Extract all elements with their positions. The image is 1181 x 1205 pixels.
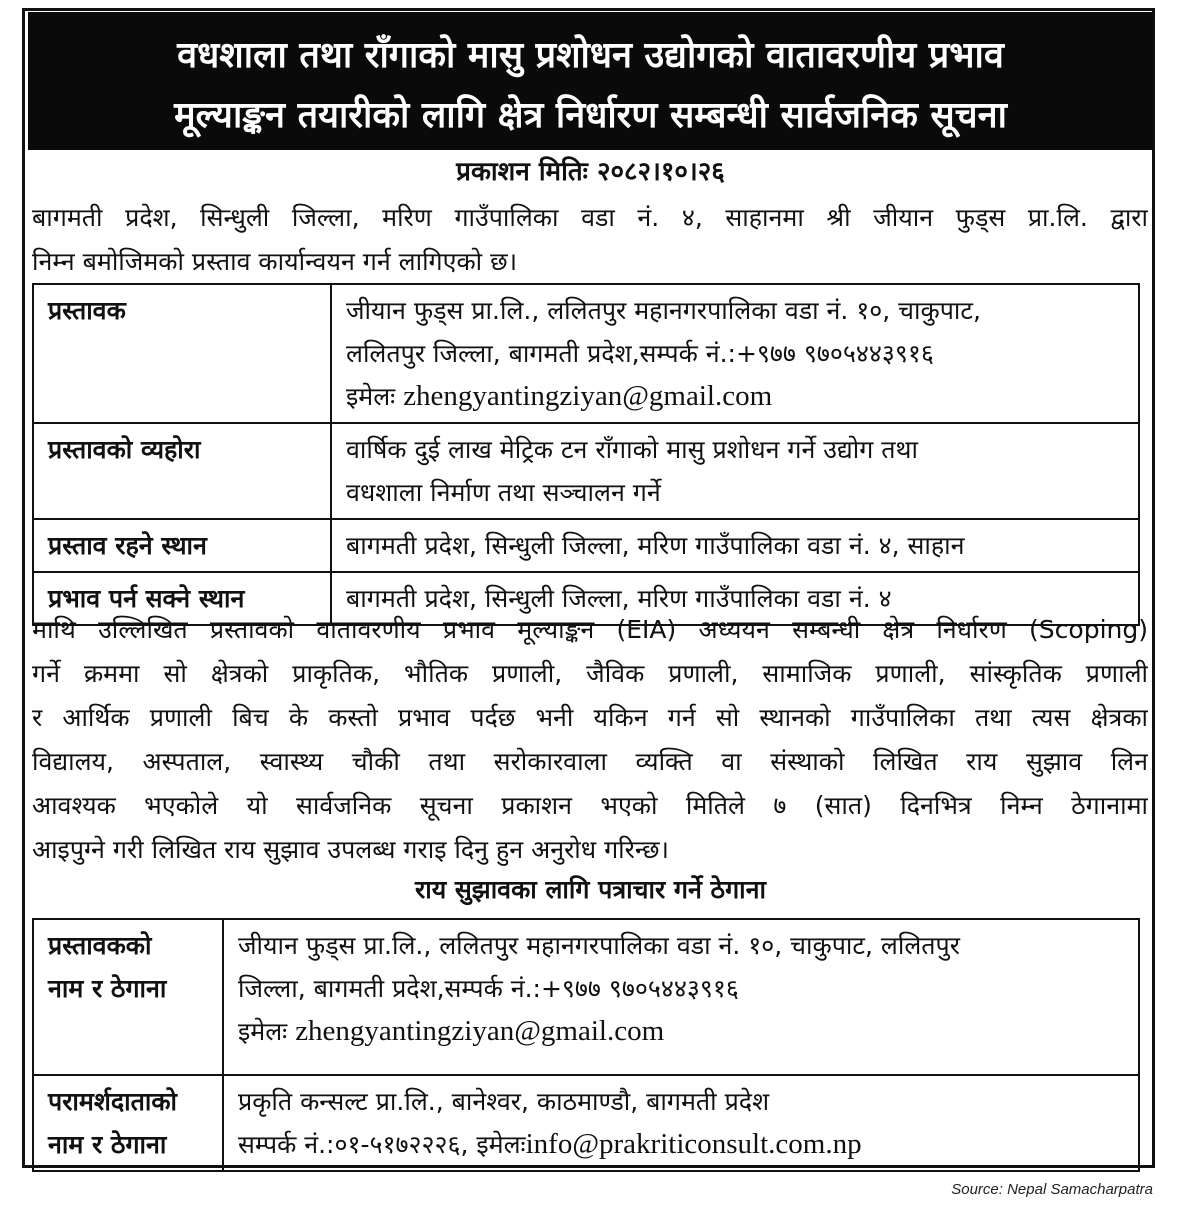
row-label: प्रभाव पर्न सक्ने स्थान — [33, 572, 331, 625]
table-row — [33, 423, 1139, 519]
notice-title — [28, 12, 1153, 150]
body-line: आइपुग्ने गरी लिखित राय सुझाव उपलब्ध गराइ दिनु हुन अनुरोध गरिन्छ। — [32, 835, 670, 864]
intro-paragraph — [32, 196, 1148, 284]
intro-line: निम्न बमोजिमको प्रस्ताव कार्यान्वयन गर्न लागिएको छ। — [32, 247, 518, 276]
value-line: बागमती प्रदेश, सिन्धुली जिल्ला, मरिण गाउँपालिका वडा नं. ४, साहान — [346, 531, 965, 560]
email-link[interactable]: zhengyantingziyan@gmail.com — [403, 380, 773, 412]
row-value — [331, 519, 1139, 572]
body-line: आवश्यक भएकोले यो सार्वजनिक सूचना प्रकाशन भएको मितिले ७ (सात) दिनभित्र निम्न ठेगानामा — [32, 791, 1148, 820]
label-line: नाम र ठेगाना — [48, 974, 167, 1003]
source-credit: Source: Nepal Samacharpatra — [951, 1181, 1153, 1198]
row-label — [33, 1075, 223, 1171]
label-line: प्रस्तावकको — [48, 931, 152, 960]
value-line: प्रकृति कन्सल्ट प्रा.लि., बानेश्वर, काठमाण्डौ, बागमती प्रदेश — [238, 1087, 770, 1116]
label-line: नाम र ठेगाना — [48, 1130, 167, 1159]
body-line: विद्यालय, अस्पताल, स्वास्थ्य चौकी तथा सरोकारवाला व्यक्ति वा संस्थाको लिखित राय सुझाव लिन — [32, 747, 1148, 776]
row-label: प्रस्तावक — [33, 284, 331, 423]
value-line: सम्पर्क नं.:०१-५१७२२२६, इमेलः — [238, 1130, 526, 1159]
value-line: बागमती प्रदेश, सिन्धुली जिल्ला, मरिण गाउँपालिका वडा नं. ४ — [346, 584, 892, 613]
intro-line: बागमती प्रदेश, सिन्धुली जिल्ला, मरिण गाउँपालिका वडा नं. ४, साहानमा श्री जीयान फुड्स प्रा.लि. द्वारा — [32, 203, 1148, 232]
value-line: वधशाला निर्माण तथा सञ्चालन गर्ने — [346, 478, 661, 507]
address-table — [32, 918, 1140, 1172]
email-link[interactable]: zhengyantingziyan@gmail.com — [295, 1015, 665, 1047]
address-heading: राय सुझावका लागि पत्राचार गर्ने ठेगाना — [415, 875, 766, 904]
value-line: जीयान फुड्स प्रा.लि., ललितपुर महानगरपालिका वडा नं. १०, चाकुपाट, ललितपुर — [238, 931, 960, 960]
table-row — [33, 1075, 1139, 1171]
body-line: गर्ने क्रममा सो क्षेत्रको प्राकृतिक, भौतिक प्रणाली, जैविक प्रणाली, सामाजिक प्रणाली, सांस्कृतिक प्रणाली — [32, 659, 1148, 688]
row-value — [331, 284, 1139, 423]
row-value — [223, 1075, 1139, 1171]
publication-date: प्रकाशन मितिः २०८२।१०।२६ — [456, 157, 725, 187]
email-link[interactable]: info@prakriticonsult.com.np — [525, 1128, 862, 1160]
proposal-table — [32, 283, 1140, 626]
body-line: माथि उल्लिखित प्रस्तावको वातावरणीय प्रभाव मूल्याङ्कन (EIA) अध्ययन सम्बन्धी क्षेत्र निर्धारण (Scoping) — [32, 615, 1148, 644]
row-label: प्रस्ताव रहने स्थान — [33, 519, 331, 572]
value-line: ललितपुर जिल्ला, बागमती प्रदेश,सम्पर्क नं.:+९७७ ९७०५४४३९१६ — [346, 339, 934, 368]
title-line-1: वधशाला तथा राँगाको मासु प्रशोधन उद्योगको वातावरणीय प्रभाव — [177, 35, 1004, 76]
label-line: परामर्शदाताको — [48, 1087, 178, 1116]
table-row — [33, 519, 1139, 572]
body-paragraph — [32, 608, 1148, 872]
table-row — [33, 919, 1139, 1075]
row-label: प्रस्तावको व्यहोरा — [33, 423, 331, 519]
value-line: जीयान फुड्स प्रा.लि., ललितपुर महानगरपालिका वडा नं. १०, चाकुपाट, — [346, 296, 981, 325]
row-label — [33, 919, 223, 1075]
row-value — [223, 919, 1139, 1075]
body-line: र आर्थिक प्रणाली बिच के कस्तो प्रभाव पर्दछ भनी यकिन गर्न सो स्थानको गाउँपालिका तथा त्यस क्षेत्रका — [32, 703, 1148, 732]
row-value — [331, 423, 1139, 519]
email-label: इमेलः — [346, 382, 396, 411]
email-label: इमेलः — [238, 1017, 288, 1046]
title-line-2: मूल्याङ्कन तयारीको लागि क्षेत्र निर्धारण सम्बन्धी सार्वजनिक सूचना — [174, 95, 1007, 136]
table-row — [33, 284, 1139, 423]
value-line: वार्षिक दुई लाख मेट्रिक टन राँगाको मासु प्रशोधन गर्ने उद्योग तथा — [346, 435, 918, 464]
value-line: जिल्ला, बागमती प्रदेश,सम्पर्क नं.:+९७७ ९७०५४४३९१६ — [238, 974, 739, 1003]
